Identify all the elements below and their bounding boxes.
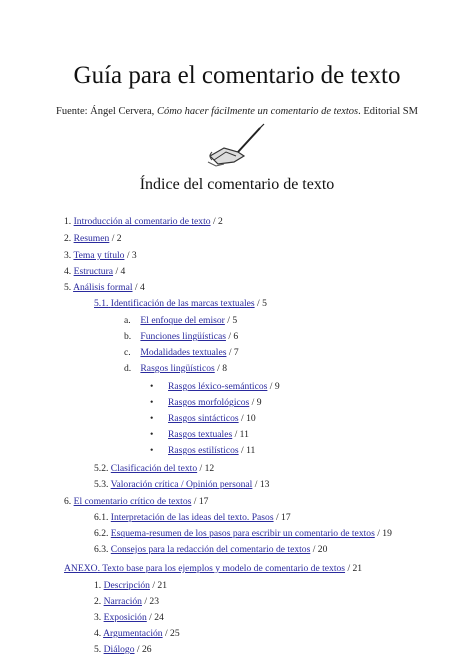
toc-link[interactable]: El enfoque del emisor bbox=[140, 315, 225, 326]
toc-item[interactable]: 3. Exposición / 24 bbox=[94, 612, 164, 623]
toc-item[interactable]: 5. Diálogo / 26 bbox=[94, 644, 152, 655]
toc-link[interactable]: Rasgos estilísticos bbox=[168, 445, 239, 456]
toc-link[interactable]: Rasgos morfológicos bbox=[168, 397, 250, 408]
toc-link[interactable]: Descripción bbox=[103, 580, 150, 591]
toc-link[interactable]: Análisis formal bbox=[73, 282, 133, 293]
toc-item[interactable]: • Rasgos sintácticos / 10 bbox=[150, 413, 256, 424]
toc-item[interactable]: 5.2. Clasificación del texto / 12 bbox=[94, 463, 215, 474]
toc-item[interactable]: d. Rasgos lingüísticos / 8 bbox=[124, 363, 228, 374]
toc-link[interactable]: Rasgos léxico-semánticos bbox=[168, 381, 268, 392]
toc-item[interactable]: 4. Estructura / 4 bbox=[64, 266, 126, 277]
toc-link[interactable]: Esquema-resumen de los pasos para escribir un comentario de textos bbox=[110, 528, 375, 539]
toc-link[interactable]: Rasgos lingüísticos bbox=[140, 363, 215, 374]
toc-item[interactable]: 3. Tema y título / 3 bbox=[64, 250, 137, 261]
toc-item[interactable]: c. Modalidades textuales / 7 bbox=[124, 347, 239, 358]
toc-item[interactable]: • Rasgos estilísticos / 11 bbox=[150, 445, 256, 456]
toc-link[interactable]: Modalidades textuales bbox=[140, 347, 227, 358]
toc-item[interactable]: • Rasgos morfológicos / 9 bbox=[150, 397, 262, 408]
toc-item[interactable]: 5.1. Identificación de las marcas textuales / 5 bbox=[94, 298, 267, 309]
toc-link[interactable]: Consejos para la redacción del comentario de textos bbox=[110, 544, 311, 555]
toc-item[interactable]: • Rasgos textuales / 11 bbox=[150, 429, 249, 440]
toc-item[interactable]: 6.3. Consejos para la redacción del comentario de textos / 20 bbox=[94, 544, 328, 555]
toc-item[interactable]: 1. Introducción al comentario de texto / 2 bbox=[64, 216, 223, 227]
toc-item[interactable]: b. Funciones lingüísticas / 6 bbox=[124, 331, 239, 342]
toc-item[interactable]: 5. Análisis formal / 4 bbox=[64, 282, 145, 293]
toc-item[interactable]: 2. Narración / 23 bbox=[94, 596, 160, 607]
toc-link[interactable]: 5.1. Identificación de las marcas textuales bbox=[94, 298, 255, 309]
toc-link[interactable]: ANEXO. Texto base para los ejemplos y modelo de comentario de textos bbox=[64, 563, 346, 574]
toc-link[interactable]: Interpretación de las ideas del texto. Pasos bbox=[110, 512, 274, 523]
toc-item[interactable]: • Rasgos léxico-semánticos / 9 bbox=[150, 381, 280, 392]
toc-item[interactable]: 4. Argumentación / 25 bbox=[94, 628, 180, 639]
toc-link[interactable]: Valoración crítica / Opinión personal bbox=[110, 479, 253, 490]
toc-item-anexo[interactable]: ANEXO. Texto base para los ejemplos y modelo de comentario de textos / 21 bbox=[64, 563, 363, 574]
toc-link[interactable]: Argumentación bbox=[103, 628, 163, 639]
toc-item[interactable]: a. El enfoque del emisor / 5 bbox=[124, 315, 238, 326]
toc-link[interactable]: Clasificación del texto bbox=[110, 463, 198, 474]
toc-item[interactable]: 5.3. Valoración crítica / Opinión personal / 13 bbox=[94, 479, 270, 490]
toc-link[interactable]: Resumen bbox=[73, 233, 110, 244]
toc-link[interactable]: Estructura bbox=[73, 266, 114, 277]
toc-link[interactable]: El comentario crítico de textos bbox=[73, 496, 192, 507]
index-title: Índice del comentario de texto bbox=[139, 176, 335, 193]
source-line bbox=[0, 106, 474, 117]
source-book: Cómo hacer fácilmente un comentario de textos bbox=[156, 106, 359, 117]
source-suffix: . Editorial SM bbox=[358, 106, 418, 117]
toc-item[interactable]: 6. El comentario crítico de textos / 17 bbox=[64, 496, 209, 507]
toc-link[interactable]: Tema y título bbox=[73, 250, 125, 261]
toc-link[interactable]: Rasgos sintácticos bbox=[168, 413, 239, 424]
toc-item[interactable]: 6.2. Esquema-resumen de los pasos para escribir un comentario de textos / 19 bbox=[94, 528, 392, 539]
toc-link[interactable]: Exposición bbox=[103, 612, 147, 623]
toc-link[interactable]: Funciones lingüísticas bbox=[140, 331, 226, 342]
toc-link[interactable]: Narración bbox=[103, 596, 142, 607]
toc-link[interactable]: Diálogo bbox=[103, 644, 135, 655]
source-prefix: Fuente: Ángel Cervera, bbox=[56, 106, 157, 117]
toc-link[interactable]: Rasgos textuales bbox=[168, 429, 233, 440]
toc-item[interactable]: 2. Resumen / 2 bbox=[64, 233, 122, 244]
toc-link[interactable]: Introducción al comentario de texto bbox=[73, 216, 211, 227]
document-title: Guía para el comentario de texto bbox=[73, 62, 401, 89]
toc-item[interactable]: 6.1. Interpretación de las ideas del texto. Pasos / 17 bbox=[94, 512, 291, 523]
toc-item[interactable]: 1. Descripción / 21 bbox=[94, 580, 168, 591]
writing-hand-icon bbox=[204, 122, 272, 168]
